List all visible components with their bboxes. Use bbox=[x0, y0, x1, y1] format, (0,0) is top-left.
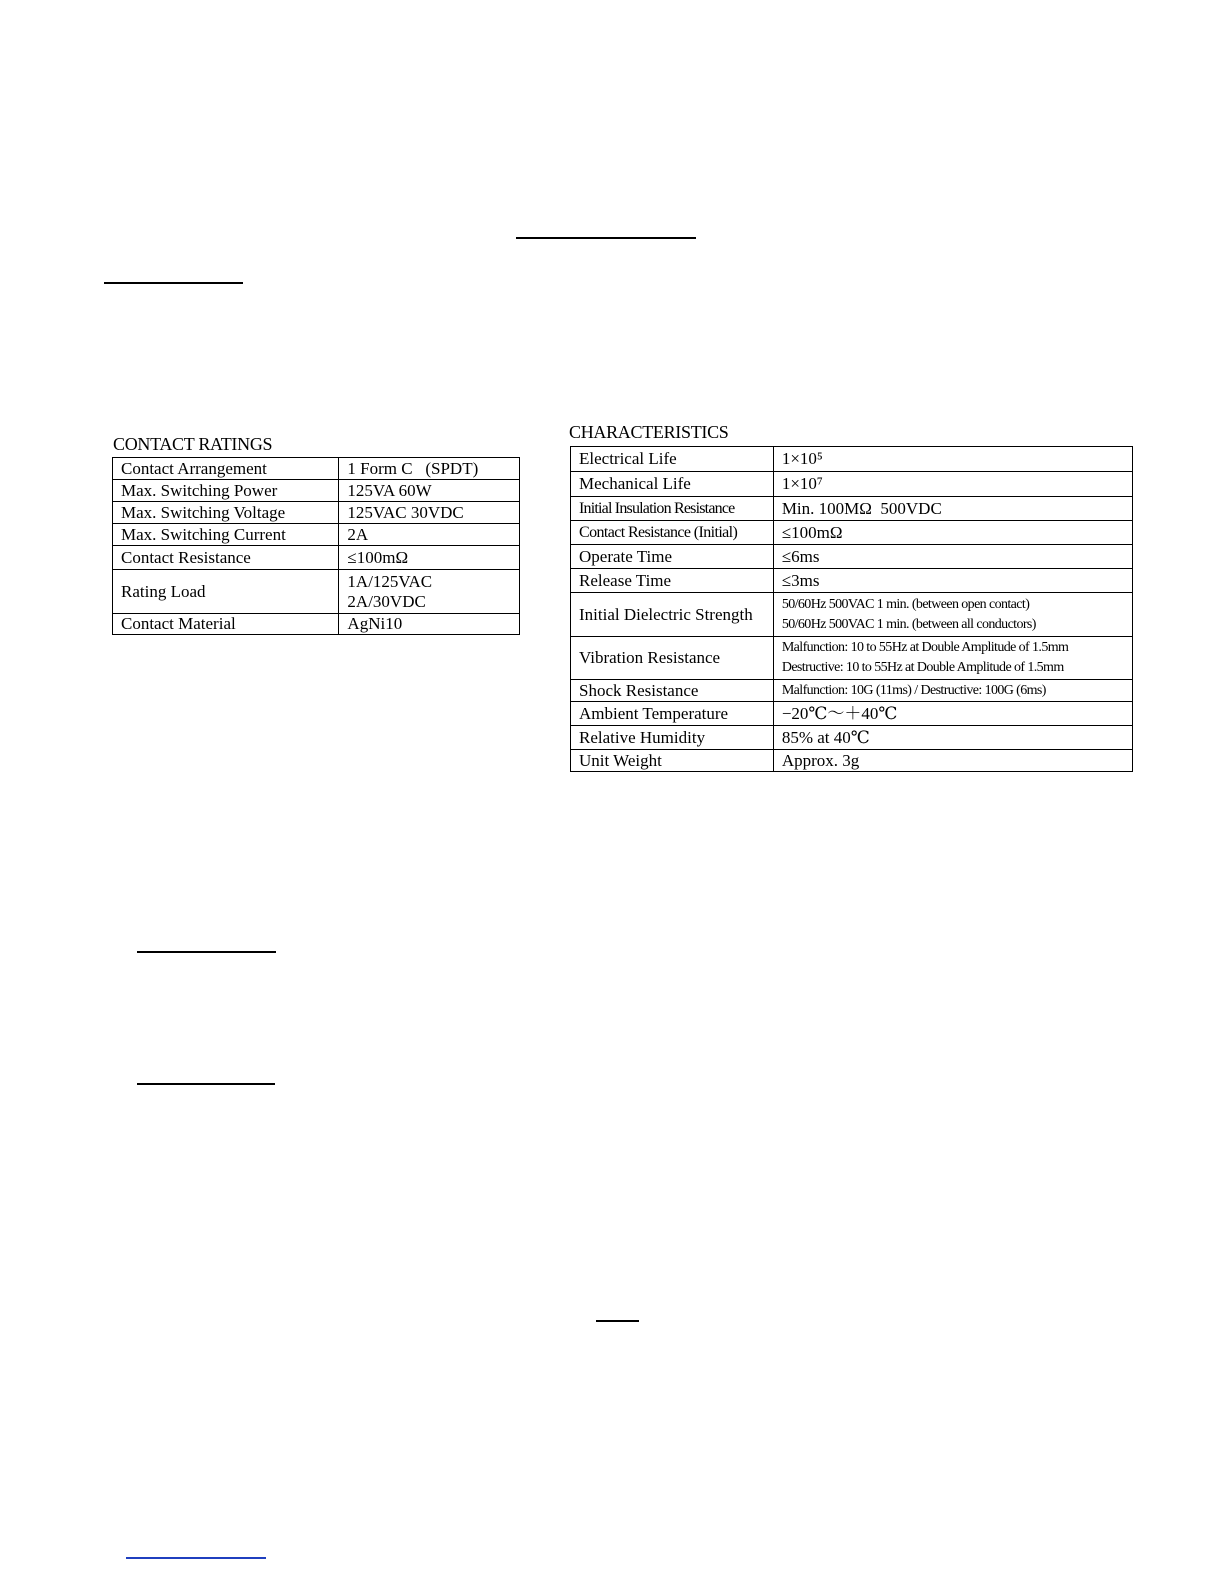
max-switching-current-value: 2A bbox=[339, 524, 520, 546]
shock-resistance-value: Malfunction: 10G (11ms) / Destructive: 100G (6ms) bbox=[773, 680, 1132, 702]
contact-resistance-value: ≤100mΩ bbox=[339, 546, 520, 570]
table-row bbox=[113, 458, 520, 480]
initial-dielectric-strength-label: Initial Dielectric Strength bbox=[571, 593, 774, 637]
electrical-life-value: 1×10⁵ bbox=[773, 447, 1132, 472]
initial-dielectric-strength-value bbox=[773, 593, 1132, 637]
table-row bbox=[113, 502, 520, 524]
ambient-temperature-value: −20℃～＋40℃ bbox=[773, 702, 1132, 726]
table-row bbox=[113, 480, 520, 502]
contact-material-label: Contact Material bbox=[113, 614, 339, 635]
max-switching-current-label: Max. Switching Current bbox=[113, 524, 339, 546]
mechanical-life-value: 1×10⁷ bbox=[773, 472, 1132, 497]
initial-insulation-resistance-label bbox=[571, 497, 774, 521]
max-switching-power-value: 125VA 60W bbox=[339, 480, 520, 502]
characteristics-table bbox=[570, 446, 1133, 772]
rating-load-dc: 2A/30VDC bbox=[347, 591, 426, 611]
vibration-resistance-label: Vibration Resistance bbox=[571, 637, 774, 680]
contact-ratings-table bbox=[112, 457, 520, 635]
table-row bbox=[113, 570, 520, 614]
initial-insulation-resistance-value: Min. 100MΩ 500VDC bbox=[773, 497, 1132, 521]
table-row bbox=[571, 702, 1133, 726]
section-underline-2 bbox=[137, 1083, 275, 1085]
table-row bbox=[571, 593, 1133, 637]
table-row bbox=[113, 546, 520, 570]
dielectric-open-contact: 50/60Hz 500VAC 1 min. (between open contact) bbox=[781, 596, 1030, 612]
mechanical-life-label: Mechanical Life bbox=[571, 472, 774, 497]
dielectric-all-conductors: 50/60Hz 500VAC 1 min. (between all conductors) bbox=[781, 616, 1036, 632]
characteristics-title: CHARACTERISTICS bbox=[569, 422, 729, 442]
vibration-resistance-value bbox=[773, 637, 1132, 680]
table-row bbox=[113, 524, 520, 546]
operate-time-label: Operate Time bbox=[571, 545, 774, 569]
electrical-life-label: Electrical Life bbox=[571, 447, 774, 472]
table-row bbox=[571, 545, 1133, 569]
table-row bbox=[571, 726, 1133, 750]
ambient-temperature-label: Ambient Temperature bbox=[571, 702, 774, 726]
max-switching-voltage-label: Max. Switching Voltage bbox=[113, 502, 339, 524]
table-row bbox=[571, 472, 1133, 497]
release-time-label: Release Time bbox=[571, 569, 774, 593]
heading-underline-center bbox=[516, 237, 696, 239]
initial-insulation-resistance-text: Initial Insulation Resistance bbox=[579, 499, 735, 517]
relative-humidity-label: Relative Humidity bbox=[571, 726, 774, 750]
shock-resistance-label: Shock Resistance bbox=[571, 680, 774, 702]
contact-resistance-label: Contact Resistance bbox=[113, 546, 339, 570]
contact-resistance-initial-value: ≤100mΩ bbox=[773, 521, 1132, 545]
vibration-malfunction: Malfunction: 10 to 55Hz at Double Amplitude of 1.5mm bbox=[781, 640, 1069, 655]
max-switching-voltage-value: 125VAC 30VDC bbox=[339, 502, 520, 524]
unit-weight-value: Approx. 3g bbox=[773, 750, 1132, 772]
rating-load-label: Rating Load bbox=[113, 570, 339, 614]
heading-underline-left bbox=[104, 282, 243, 284]
footer-link-underline bbox=[126, 1557, 266, 1559]
contact-arrangement-value: 1 Form C (SPDT) bbox=[339, 458, 520, 480]
table-row bbox=[571, 497, 1133, 521]
section-underline-1 bbox=[137, 951, 276, 953]
table-row bbox=[571, 750, 1133, 772]
unit-weight-label: Unit Weight bbox=[571, 750, 774, 772]
contact-resistance-initial-label bbox=[571, 521, 774, 545]
table-row bbox=[113, 614, 520, 635]
table-row bbox=[571, 521, 1133, 545]
max-switching-power-label: Max. Switching Power bbox=[113, 480, 339, 502]
rating-load-value bbox=[339, 570, 520, 614]
operate-time-value: ≤6ms bbox=[773, 545, 1132, 569]
contact-arrangement-label: Contact Arrangement bbox=[113, 458, 339, 480]
vibration-destructive: Destructive: 10 to 55Hz at Double Amplitude of 1.5mm bbox=[781, 660, 1064, 675]
rating-load-ac: 1A/125VAC bbox=[347, 571, 433, 591]
contact-ratings-title: CONTACT RATINGS bbox=[113, 434, 273, 454]
page-number-underline bbox=[596, 1320, 639, 1322]
release-time-value: ≤3ms bbox=[773, 569, 1132, 593]
contact-resistance-initial-text: Contact Resistance (Initial) bbox=[579, 523, 738, 541]
table-row bbox=[571, 680, 1133, 702]
table-row bbox=[571, 637, 1133, 680]
table-row bbox=[571, 569, 1133, 593]
table-row bbox=[571, 447, 1133, 472]
relative-humidity-value: 85% at 40℃ bbox=[773, 726, 1132, 750]
contact-material-value: AgNi10 bbox=[339, 614, 520, 635]
